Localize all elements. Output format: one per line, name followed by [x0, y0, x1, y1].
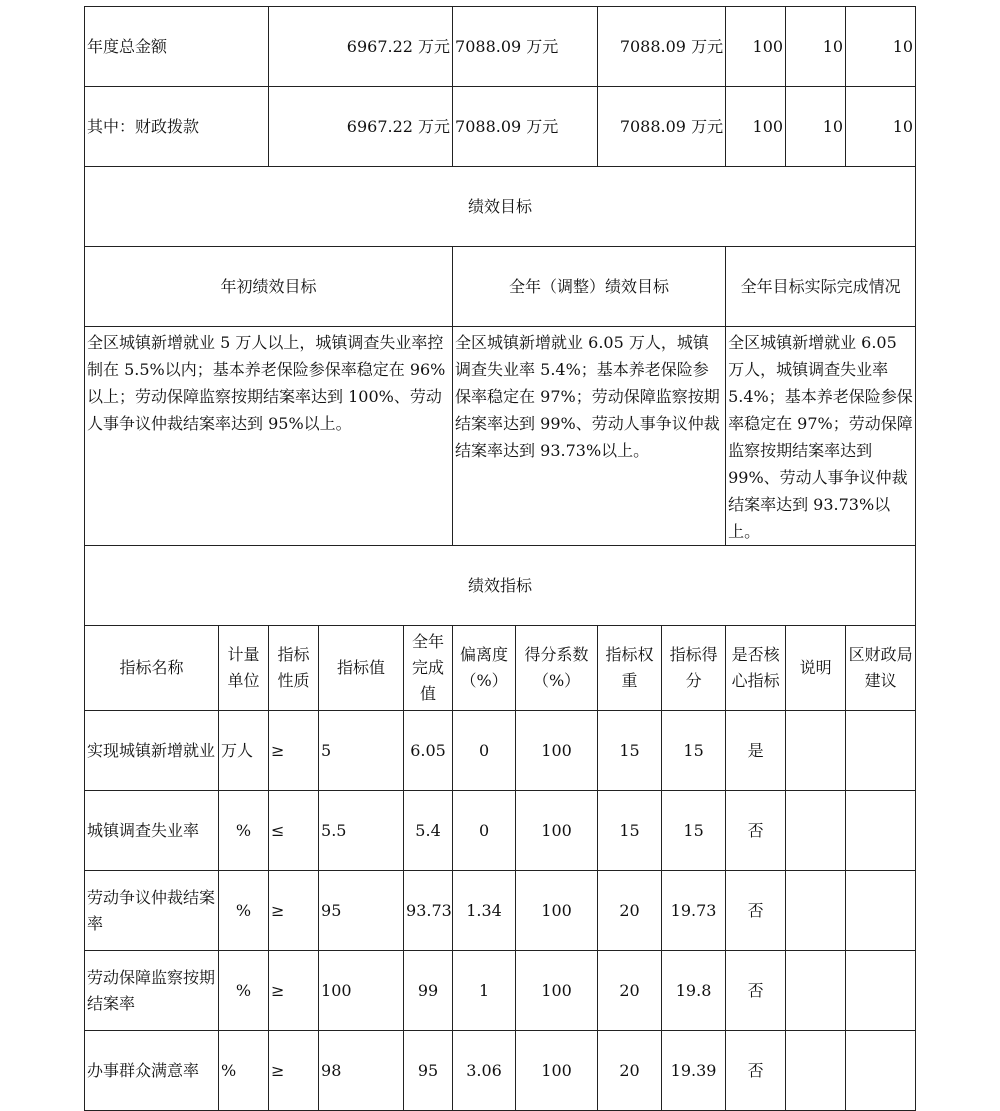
amount-label: 年度总金额 [85, 7, 269, 87]
performance-table [84, 6, 916, 1111]
indicator-header: 指标名称 [85, 626, 219, 711]
indicator-header: 是否核心指标 [726, 626, 786, 711]
indicator-note [786, 871, 846, 951]
indicator-unit: % [219, 951, 269, 1031]
indicator-nature: ≥ [269, 1031, 319, 1111]
indicator-advice [846, 1031, 916, 1111]
indicator-done: 6.05 [404, 711, 453, 791]
indicator-score: 15 [662, 711, 726, 791]
amount-v6: 10 [846, 87, 916, 167]
indicator-note [786, 711, 846, 791]
indicator-header: 区财政局建议 [846, 626, 916, 711]
indicator-note [786, 1031, 846, 1111]
table-row [85, 1031, 916, 1111]
goal-header-initial: 年初绩效目标 [85, 247, 453, 327]
amount-v1: 6967.22 万元 [269, 87, 453, 167]
indicator-weight: 15 [598, 791, 662, 871]
indicator-target: 100 [319, 951, 404, 1031]
indicator-target: 5 [319, 711, 404, 791]
indicator-coefficient: 100 [516, 791, 598, 871]
goal-text-adjusted: 全区城镇新增就业 6.05 万人，城镇调查失业率 5.4%；基本养老保险参保率稳定在 97%；劳动保障监察按期结案率达到 99%、劳动人事争议仲裁结案率达到 93.73%以上。 [453, 327, 726, 546]
table-row [85, 711, 916, 791]
amount-v6: 10 [846, 7, 916, 87]
indicator-note [786, 951, 846, 1031]
indicator-nature: ≥ [269, 871, 319, 951]
indicator-header: 得分系数（%） [516, 626, 598, 711]
table-row [85, 791, 916, 871]
amount-v4: 100 [726, 7, 786, 87]
indicator-header: 指标性质 [269, 626, 319, 711]
indicator-advice [846, 711, 916, 791]
amount-row-total [85, 7, 916, 87]
indicator-coefficient: 100 [516, 711, 598, 791]
indicator-advice [846, 871, 916, 951]
goal-text-initial: 全区城镇新增就业 5 万人以上，城镇调查失业率控制在 5.5%以内；基本养老保险参保率稳定在 96%以上；劳动保障监察按期结案率达到 100%、劳动人事争议仲裁结案率达到 95%以上。 [85, 327, 453, 546]
indicator-deviation: 3.06 [453, 1031, 516, 1111]
indicator-weight: 20 [598, 871, 662, 951]
indicator-advice [846, 951, 916, 1031]
indicator-weight: 15 [598, 711, 662, 791]
indicators-header-row [85, 626, 916, 711]
indicator-header: 偏离度（%） [453, 626, 516, 711]
indicator-target: 5.5 [319, 791, 404, 871]
amount-v5: 10 [786, 87, 846, 167]
indicator-core: 是 [726, 711, 786, 791]
indicator-core: 否 [726, 951, 786, 1031]
amount-label: 其中：财政拨款 [85, 87, 269, 167]
indicator-score: 19.73 [662, 871, 726, 951]
amount-v3: 7088.09 万元 [598, 7, 726, 87]
indicator-score: 15 [662, 791, 726, 871]
indicator-unit: % [219, 791, 269, 871]
indicator-name: 办事群众满意率 [85, 1031, 219, 1111]
amount-v5: 10 [786, 7, 846, 87]
indicator-header: 指标值 [319, 626, 404, 711]
indicator-score: 19.8 [662, 951, 726, 1031]
indicators-section-title: 绩效指标 [85, 546, 916, 626]
indicator-nature: ≤ [269, 791, 319, 871]
goals-text-row [85, 327, 916, 546]
indicator-target: 98 [319, 1031, 404, 1111]
indicator-deviation: 0 [453, 791, 516, 871]
indicator-unit: % [219, 871, 269, 951]
indicator-coefficient: 100 [516, 1031, 598, 1111]
indicator-target: 95 [319, 871, 404, 951]
indicator-unit: % [219, 1031, 269, 1111]
performance-table-sheet [84, 6, 915, 1111]
indicator-header: 说明 [786, 626, 846, 711]
indicator-core: 否 [726, 791, 786, 871]
amount-v2: 7088.09 万元 [453, 7, 598, 87]
table-row [85, 951, 916, 1031]
indicator-name: 劳动保障监察按期结案率 [85, 951, 219, 1031]
indicator-header: 指标权重 [598, 626, 662, 711]
indicator-core: 否 [726, 871, 786, 951]
indicator-name: 劳动争议仲裁结案率 [85, 871, 219, 951]
indicator-nature: ≥ [269, 951, 319, 1031]
indicator-weight: 20 [598, 1031, 662, 1111]
amount-v2: 7088.09 万元 [453, 87, 598, 167]
indicator-advice [846, 791, 916, 871]
indicator-coefficient: 100 [516, 951, 598, 1031]
amount-row-fiscal [85, 87, 916, 167]
indicator-done: 99 [404, 951, 453, 1031]
indicator-core: 否 [726, 1031, 786, 1111]
table-row [85, 871, 916, 951]
indicator-weight: 20 [598, 951, 662, 1031]
indicator-done: 95 [404, 1031, 453, 1111]
goals-title-row [85, 167, 916, 247]
indicator-header: 计量单位 [219, 626, 269, 711]
goal-header-adjusted: 全年（调整）绩效目标 [453, 247, 726, 327]
indicator-done: 93.73 [404, 871, 453, 951]
indicator-header: 指标得分 [662, 626, 726, 711]
indicators-title-row [85, 546, 916, 626]
indicator-nature: ≥ [269, 711, 319, 791]
indicator-name: 城镇调查失业率 [85, 791, 219, 871]
goal-header-actual: 全年目标实际完成情况 [726, 247, 916, 327]
indicator-header: 全年完成值 [404, 626, 453, 711]
amount-v3: 7088.09 万元 [598, 87, 726, 167]
indicator-done: 5.4 [404, 791, 453, 871]
indicator-deviation: 1.34 [453, 871, 516, 951]
indicator-note [786, 791, 846, 871]
indicator-unit: 万人 [219, 711, 269, 791]
goals-header-row [85, 247, 916, 327]
indicator-score: 19.39 [662, 1031, 726, 1111]
indicator-coefficient: 100 [516, 871, 598, 951]
amount-v1: 6967.22 万元 [269, 7, 453, 87]
goal-text-actual: 全区城镇新增就业 6.05 万人，城镇调查失业率 5.4%；基本养老保险参保率稳定在 97%；劳动保障监察按期结案率达到 99%、劳动人事争议仲裁结案率达到 93.73%以上。 [726, 327, 916, 546]
amount-v4: 100 [726, 87, 786, 167]
indicator-deviation: 1 [453, 951, 516, 1031]
goals-section-title: 绩效目标 [85, 167, 916, 247]
indicator-deviation: 0 [453, 711, 516, 791]
indicator-name: 实现城镇新增就业 [85, 711, 219, 791]
